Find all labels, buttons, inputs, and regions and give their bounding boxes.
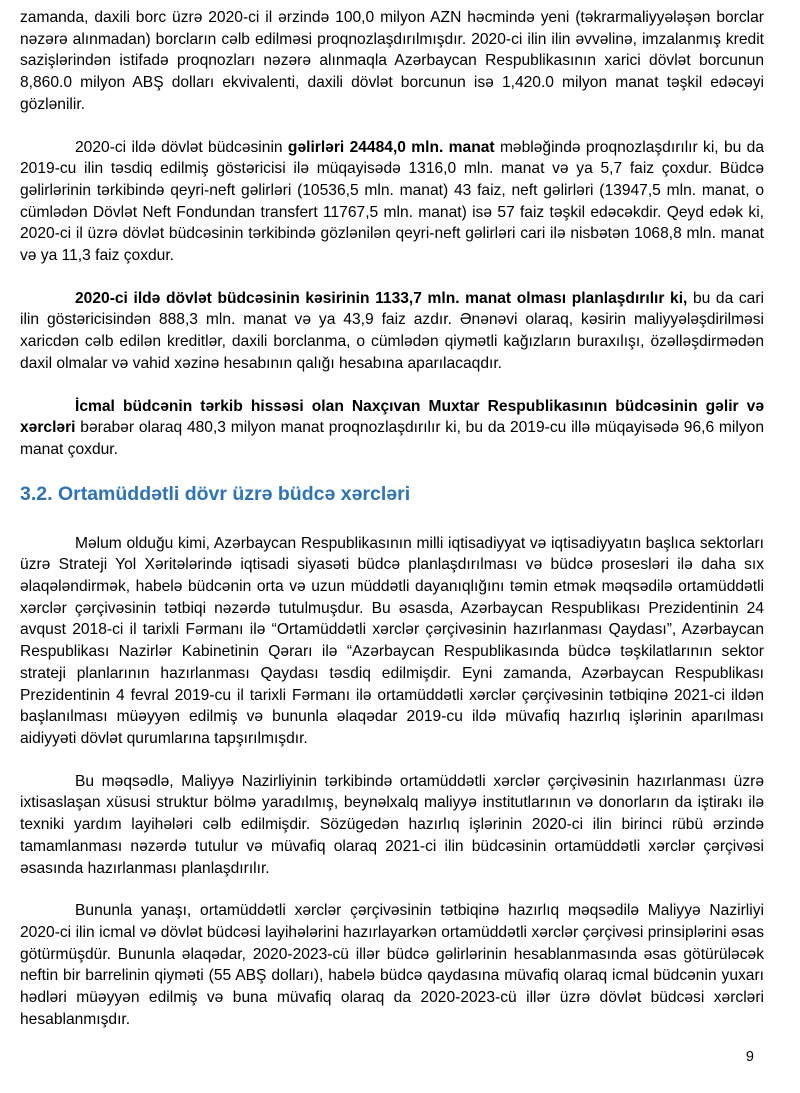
page-number: 9 [745,1049,754,1065]
text-run: bu da cari ilin göstəricisindən 888,3 mln. manat və ya 43,9 faiz azdır. Ənənəvi olaraq, kəsirin maliyyələşdirilməsi xaricdən cəlb edilən kreditlər, daxili borclanma, o cümlədən qiymətli kağızların buraxılışı, özəlləşdirmədən daxil olmalar və vahid xəzinə hesabının qalığı hesabına aparılacaqdır. [20,289,764,372]
bold-text-run: 2020-ci ildə dövlət büdcəsinin kəsirinin 1133,7 mln. manat olması planlaşdırılır ki, [75,289,688,307]
text-run: məbləğində proqnozlaşdırılır ki, bu da 2019-cu ilin təsdiq edilmiş göstəricisi ilə müqayisədə 1316,0 mln. manat və ya 5,7 faiz çoxdur. Büdcə gəlirlərinin tərkibində qeyri-neft gəlirləri (10536,5 mln. manat) 43 faiz, neft gəlirləri (13947,5 mln. manat, o cümlədən Dövlət Neft Fondundan transfert 11767,5 mln. manat) isə 57 faiz təşkil edəcəkdir. Qeyd edək ki, 2020-ci il üzrə dövlət büdcəsinin tərkibində gözlənilən qeyri-neft gəlirləri cari ilə nisbətən 1068,8 mln. manat və ya 11,3 faiz çoxdur. [20,138,764,265]
page-content [20,7,764,1030]
text-run: bərabər olaraq 480,3 milyon manat proqnozlaşdırılır ki, bu da 2019-cu illə müqayisədə 96,6 milyon manat çoxdur. [20,419,764,458]
paragraph [20,137,764,267]
text-run: 2020-ci ildə dövlət büdcəsinin [75,138,288,156]
paragraph [20,533,764,750]
text-run: Məlum olduğu kimi, Azərbaycan Respublikasının milli iqtisadiyyat və iqtisadiyyatın başlıca sektorları üzrə Strateji Yol Xəritələrində iqtisadi siyasəti büdcə planlaşdırılması və büdcə prosesləri ilə daha sıx əlaqələndirmək, habelə büdcənin orta və uzun müddətli dayanıqlığını təmin etmək məqsədilə ortamüddətli xərclər çərçivəsinin tətbiqi nəzərdə tutulmuşdur. Bu əsasda, Azərbaycan Respublikası Prezidentinin 24 avqust 2018-ci il tarixli Fərmanı ilə “Ortamüddətli xərclər çərçivəsinin hazırlanması Qaydası”, Azərbaycan Respublikası Nazirlər Kabinetinin Qərarı ilə “Azərbaycan Respublikasında büdcə təşkilatlarının sektor strateji planlarının hazırlanması Qaydası təsdiq edilmişdir. Eyni zamanda, Azərbaycan Respublikası Prezidentinin 4 fevral 2019-cu il tarixli Fərmanı ilə ortamüddətli xərclər çərçivəsinin tətbiqinə 2021-ci ildən başlanılması müəyyən edilmiş və bununla əlaqədar 2019-cu ildə müvafiq hazırlıq işlərinin aparılması aidiyyəti dövlət qurumlarına tapşırılmışdır. [20,534,764,747]
paragraph [20,771,764,880]
bold-text-run: İcmal büdcənin tərkib hissəsi olan Naxçıvan Muxtar Respublikasının büdcəsinin gəlir və xərcləri [20,397,764,437]
text-run: zamanda, daxili borc üzrə 2020-ci il ərzində 100,0 milyon AZN həcmində yeni (təkrarmaliyyələşən borclar nəzərə alınmadan) borcların cəlb edilməsi proqnozlaşdırılmışdır. 2020-ci ilin ilin əvvəlinə, imzalanmış kredit sazişlərindən istifadə proqnozları nəzərə alınmaqla Azərbaycan Respublikasının xarici dövlət borcunun 8,860.0 milyon ABŞ dolları ekvivalenti, daxili dövlət borcunun isə 1,420.0 milyon manat təşkil edəcəyi gözlənilir. [20,9,764,113]
paragraph [20,7,764,116]
section-heading: 3.2. Ortamüddətli dövr üzrə büdcə xərcləri [20,482,411,505]
paragraph [20,900,764,1030]
text-run: Bu məqsədlə, Maliyyə Nazirliyinin tərkibində ortamüddətli xərclər çərçivəsinin hazırlanması üzrə ixtisaslaşan xüsusi struktur bölmə yaradılmış, beynəlxalq maliyyə institutlarının və donorların da iştirakı ilə texniki yardım layihələri cəlb edilmişdir. Sözügedən hazırlıq işlərinin 2020-ci ilin birinci rübü ərzində tamamlanması nəzərdə tutulur və müvafiq olaraq 2021-ci ilin büdcəsinin ortamüddətli xərclər çərçivəsi əsasında hazırlanması planlaşdırılır. [20,772,764,877]
paragraph [20,396,764,461]
bold-text-run: gəlirləri 24484,0 mln. manat [287,138,495,156]
paragraph [20,288,764,375]
text-run: Bununla yanaşı, ortamüddətli xərclər çərçivəsinin tətbiqinə hazırlıq məqsədilə Maliyyə Nazirliyi 2020-ci ilin icmal və dövlət büdcəsi layihələrini hazırlayarkən ortamüddətli xərclər çərçivəsi prinsiplərini əsas götürmüşdür. Bununla əlaqədar, 2020-2023-cü illər büdcə gəlirlərinin hesablanmasında əsas götürüləcək neftin bir barrelinin qiyməti (55 ABŞ dolları), habelə büdcə qaydasına müvafiq olaraq icmal büdcənin yuxarı hədləri müəyyən edilmiş və buna müvafiq olaraq da 2020-2023-cü illər üzrə dövlət büdcəsi xərcləri hesablanmışdır. [20,902,764,1028]
